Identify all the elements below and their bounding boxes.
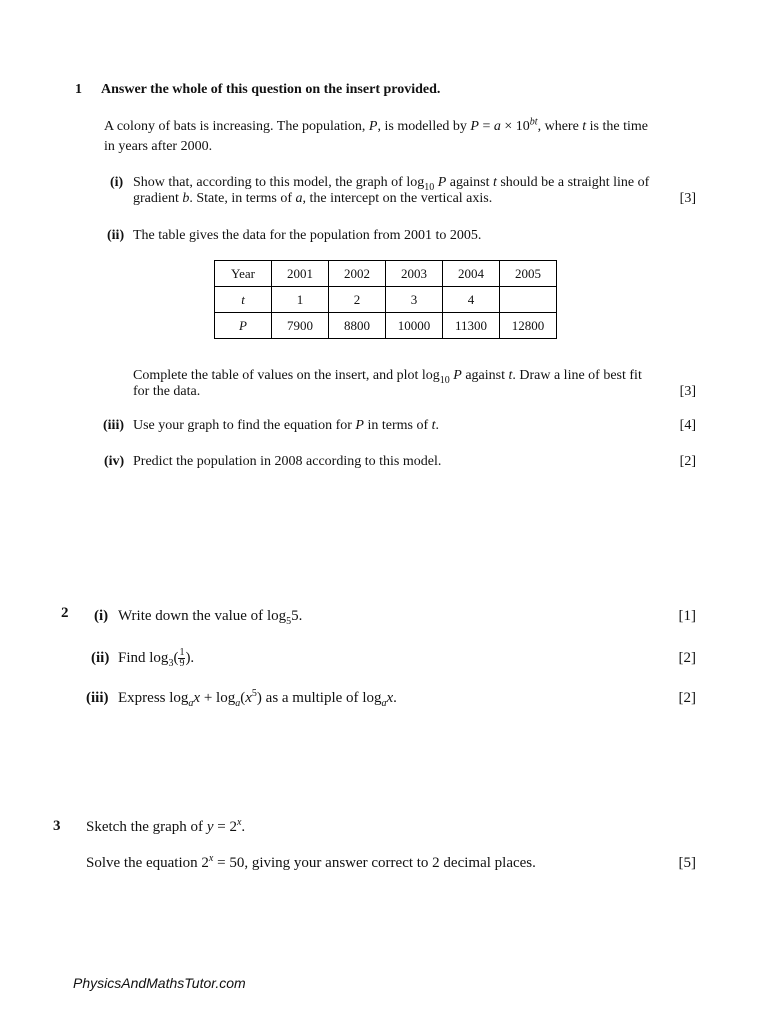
table-cell: 1: [272, 287, 329, 313]
q1-i-text-b: against: [446, 175, 493, 190]
q1-intro-text-a: A colony of bats is increasing. The population,: [104, 119, 369, 134]
q3-equation-expression: $2^x = 50$: [201, 853, 245, 871]
q2-iii-text: [118, 690, 397, 707]
q1-ii-label: (ii): [107, 228, 125, 243]
q2-iii-label: (iii): [86, 690, 109, 706]
table-cell: [500, 287, 557, 313]
q1-ii-after-text-b: against: [461, 368, 509, 383]
q1-intro: A colony of bats is increasing. The population, P, is modelled by $P = a \times 10^{bt}$, where t is the time: [104, 116, 648, 134]
table-cell: 2004: [443, 261, 500, 287]
q1-intro-text-d: is the time: [586, 119, 648, 134]
q1-iii-text-a: Use your graph to find the equation for: [133, 418, 356, 433]
q1-intro-text-b: , is modelled by: [377, 119, 471, 134]
q2-iii-text-b: as a multiple of: [261, 690, 363, 706]
q3-graph-expression: $y = 2^x$.: [206, 817, 246, 835]
q2-i-text-a: Write down the value of: [118, 608, 267, 624]
q1-iii-mark: [4]: [679, 418, 696, 433]
q1-intro-text-c: , where: [537, 119, 583, 134]
table-cell: 2002: [329, 261, 386, 287]
q1-model-equation: $P = a \times 10^{bt}$: [470, 116, 538, 134]
q2-iii-expression-2: $\log_ax$.: [362, 690, 397, 709]
table-row-t: [215, 287, 557, 313]
q3-text-c: , giving your answer correct to 2 decimal places.: [244, 855, 536, 871]
table-cell: 2005: [500, 261, 557, 287]
table-cell: 2003: [386, 261, 443, 287]
q1-i-line1: Show that, according to this model, the graph of $\log_{10} P$ against t should be a straight line of: [133, 175, 650, 193]
q2-iii-expression: $\log_ax + \log_a(x^5)$: [169, 688, 262, 709]
q1-iii-label: (iii): [103, 418, 124, 433]
q2-i-expression: $\log_55$: [266, 608, 299, 627]
q1-intro-line2: in years after 2000.: [104, 139, 213, 154]
q1-i-text-d: gradient: [133, 191, 183, 206]
footer-site-name: PhysicsAndMathsTutor.com: [73, 975, 246, 991]
table-cell: 11300: [443, 313, 500, 339]
q1-iv-label: (iv): [104, 454, 125, 469]
q1-iii-text-c: .: [435, 418, 439, 433]
table-cell: 10000: [386, 313, 443, 339]
q1-i-text-a: Show that, according to this model, the graph of log: [133, 175, 425, 190]
table-row-p: [215, 313, 557, 339]
q2-ii-expression: $\log_3$( $\frac{1}{9}$ ).: [149, 647, 195, 669]
q1-i-text-c: should be a straight line of: [496, 175, 650, 190]
q1-i-text-e: . State, in terms of: [189, 191, 296, 206]
q2-ii-mark: [2]: [678, 650, 696, 666]
q1-iv-text: Predict the population in 2008 according to this model.: [133, 454, 442, 469]
q1-i-label: (i): [110, 175, 124, 190]
q2-iii-mark: [2]: [678, 690, 696, 706]
q2-number: 2: [61, 605, 69, 621]
q3-line2: [86, 855, 536, 872]
q1-ii-text: The table gives the data for the population from 2001 to 2005.: [133, 228, 482, 243]
table-row-year: [215, 261, 557, 287]
q2-i-label: (i): [94, 608, 109, 624]
q3-text-b: Solve the equation: [86, 855, 202, 871]
q1-i-line2: gradient b. State, in terms of a, the intercept on the vertical axis.: [133, 191, 493, 206]
q2-i-mark: [1]: [678, 608, 696, 624]
table-row-label: Year: [215, 261, 272, 287]
q1-header: Answer the whole of this question on the insert provided.: [101, 82, 441, 97]
population-table: [214, 260, 557, 339]
q1-number: 1: [75, 82, 82, 97]
q3-mark: [5]: [678, 855, 696, 871]
table-cell: 12800: [500, 313, 557, 339]
q2-ii-label: (ii): [91, 650, 110, 666]
q1-iii-text-b: in terms of: [363, 418, 432, 433]
table-row-label: t: [215, 287, 272, 313]
q3-number: 3: [53, 818, 61, 834]
q2-i-text: Write down the value of $\log_55$.: [118, 608, 303, 627]
q1-ii-mark: [3]: [679, 384, 696, 399]
table-cell: 2001: [272, 261, 329, 287]
table-row-label: P: [215, 313, 272, 339]
table-cell: 7900: [272, 313, 329, 339]
q3-line1: [86, 819, 245, 836]
q1-ii-after-text-c: . Draw a line of best fit: [512, 368, 642, 383]
q1-ii-after-line1: Complete the table of values on the insert, and plot $\log_{10} P$ against t. Draw a line of best fit: [133, 368, 642, 386]
table-cell: 8800: [329, 313, 386, 339]
table-cell: 2: [329, 287, 386, 313]
table-cell: 4: [443, 287, 500, 313]
q1-i-text-f: , the intercept on the vertical axis.: [302, 191, 493, 206]
q2-ii-text: [118, 648, 194, 669]
q2-iii-text-a: Express: [118, 690, 170, 706]
q3-text-a: Sketch the graph of: [86, 819, 207, 835]
table-cell: 3: [386, 287, 443, 313]
q1-i-mark: [3]: [679, 191, 696, 206]
q2-ii-text-a: Find: [118, 649, 150, 666]
q1-iv-mark: [2]: [679, 454, 696, 469]
q1-iii-text: Use your graph to find the equation for P in terms of t.: [133, 418, 439, 433]
q1-ii-after-text-a: Complete the table of values on the insert, and plot log: [133, 368, 440, 383]
q1-ii-after-line2: for the data.: [133, 384, 201, 399]
